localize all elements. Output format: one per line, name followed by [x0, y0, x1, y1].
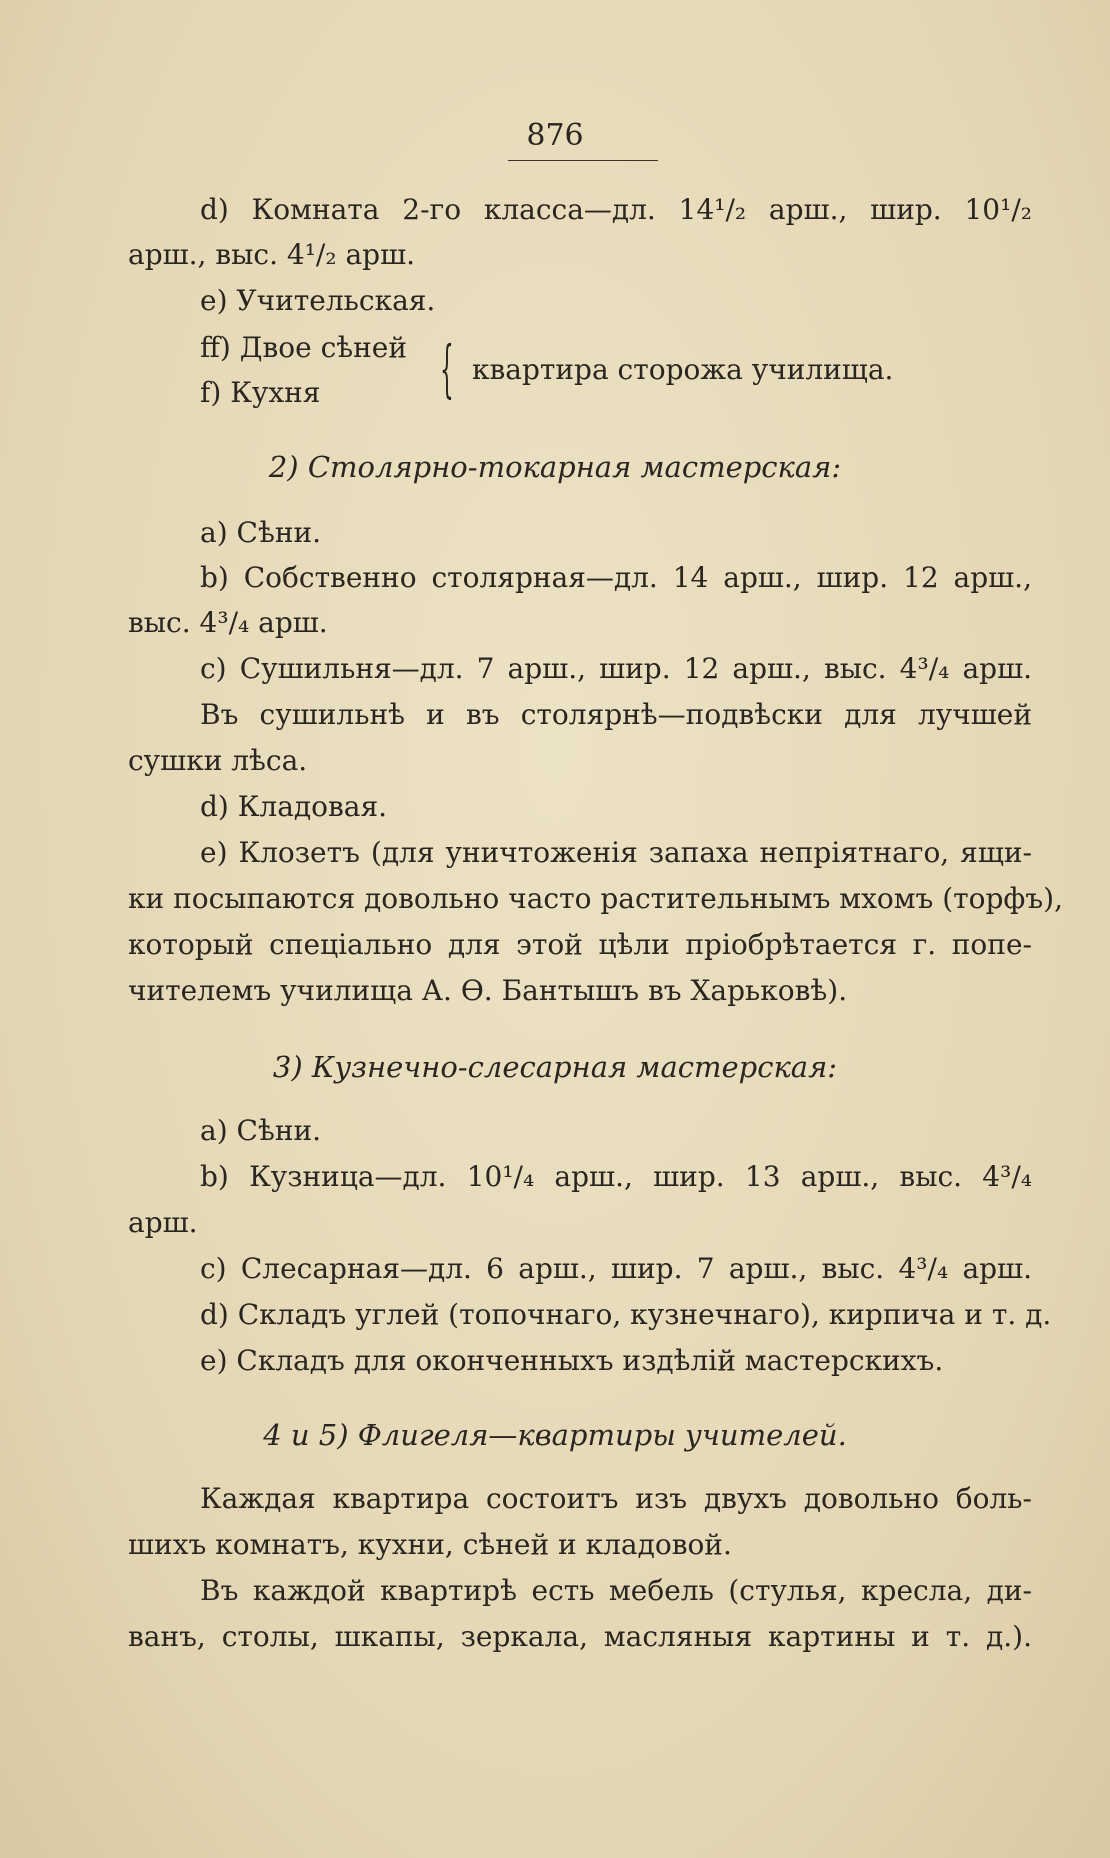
s2-item-b-line-2: выс. 4³/₄ арш.: [128, 606, 328, 639]
s4-para1-line-2: шихъ комнатъ, кухни, сѣней и кладовой.: [128, 1528, 732, 1561]
section-heading-3: 3) Кузнечно-слесарная мастерская:: [272, 1050, 838, 1084]
page-number: 876: [526, 118, 584, 153]
s4-para1-line-1: Каждая квартира состоитъ изъ двухъ довольно боль-: [200, 1482, 1032, 1515]
item-e: e) Учительская.: [200, 284, 436, 317]
s2-item-a: a) Сѣни.: [200, 516, 322, 549]
s3-item-c: c) Слесарная—дл. 6 арш., шир. 7 арш., выс. 4³/₄ арш.: [200, 1252, 1032, 1285]
s2-item-e-line-4: чителемъ училища А. Ѳ. Бантышъ въ Харьковѣ).: [128, 974, 848, 1007]
s3-item-d: d) Складъ углей (топочнаго, кузнечнаго), кирпича и т. д.: [200, 1298, 1052, 1331]
item-ff: ff) Двое сѣней: [200, 331, 408, 364]
s2-item-e-line-3: который спеціально для этой цѣли пріобрѣтается г. попе-: [128, 928, 1032, 961]
s2-note-line-2: сушки лѣса.: [128, 744, 308, 777]
item-f: f) Кухня: [200, 376, 321, 409]
curly-brace: {: [440, 332, 454, 405]
s3-item-e: e) Складъ для оконченныхъ издѣлій мастерскихъ.: [200, 1344, 944, 1377]
s4-para2-line-2: ванъ, столы, шкапы, зеркала, масляныя картины и т. д.).: [128, 1620, 1032, 1653]
s2-item-e-line-2: ки посыпаются довольно часто растительнымъ мхомъ (торфъ),: [128, 882, 1063, 915]
s2-item-d: d) Кладовая.: [200, 790, 388, 823]
item-d-line-1: d) Комната 2-го класса—дл. 14¹/₂ арш., шир. 10¹/₂: [200, 193, 1032, 226]
brace-caption: квартира сторожа училища.: [472, 353, 894, 386]
s3-item-b-line-2: арш.: [128, 1206, 198, 1239]
section-heading-2: 2) Столярно-токарная мастерская:: [268, 450, 842, 484]
s2-item-c: c) Сушильня—дл. 7 арш., шир. 12 арш., выс. 4³/₄ арш.: [200, 652, 1032, 685]
s3-item-a: a) Сѣни.: [200, 1114, 322, 1147]
section-heading-4: 4 и 5) Флигеля—квартиры учителей.: [263, 1418, 847, 1452]
page-number-rule: [508, 160, 658, 161]
item-d-line-2: арш., выс. 4¹/₂ арш.: [128, 238, 416, 271]
s4-para2-line-1: Въ каждой квартирѣ есть мебель (стулья, кресла, ди-: [200, 1574, 1032, 1607]
s2-note-line-1: Въ сушильнѣ и въ столярнѣ—подвѣски для лучшей: [200, 698, 1032, 731]
s3-item-b-line-1: b) Кузница—дл. 10¹/₄ арш., шир. 13 арш., выс. 4³/₄: [200, 1160, 1032, 1193]
s2-item-e-line-1: e) Клозетъ (для уничтоженія запаха непріятнаго, ящи-: [200, 836, 1032, 869]
s2-item-b-line-1: b) Собственно столярная—дл. 14 арш., шир. 12 арш.,: [200, 561, 1032, 594]
